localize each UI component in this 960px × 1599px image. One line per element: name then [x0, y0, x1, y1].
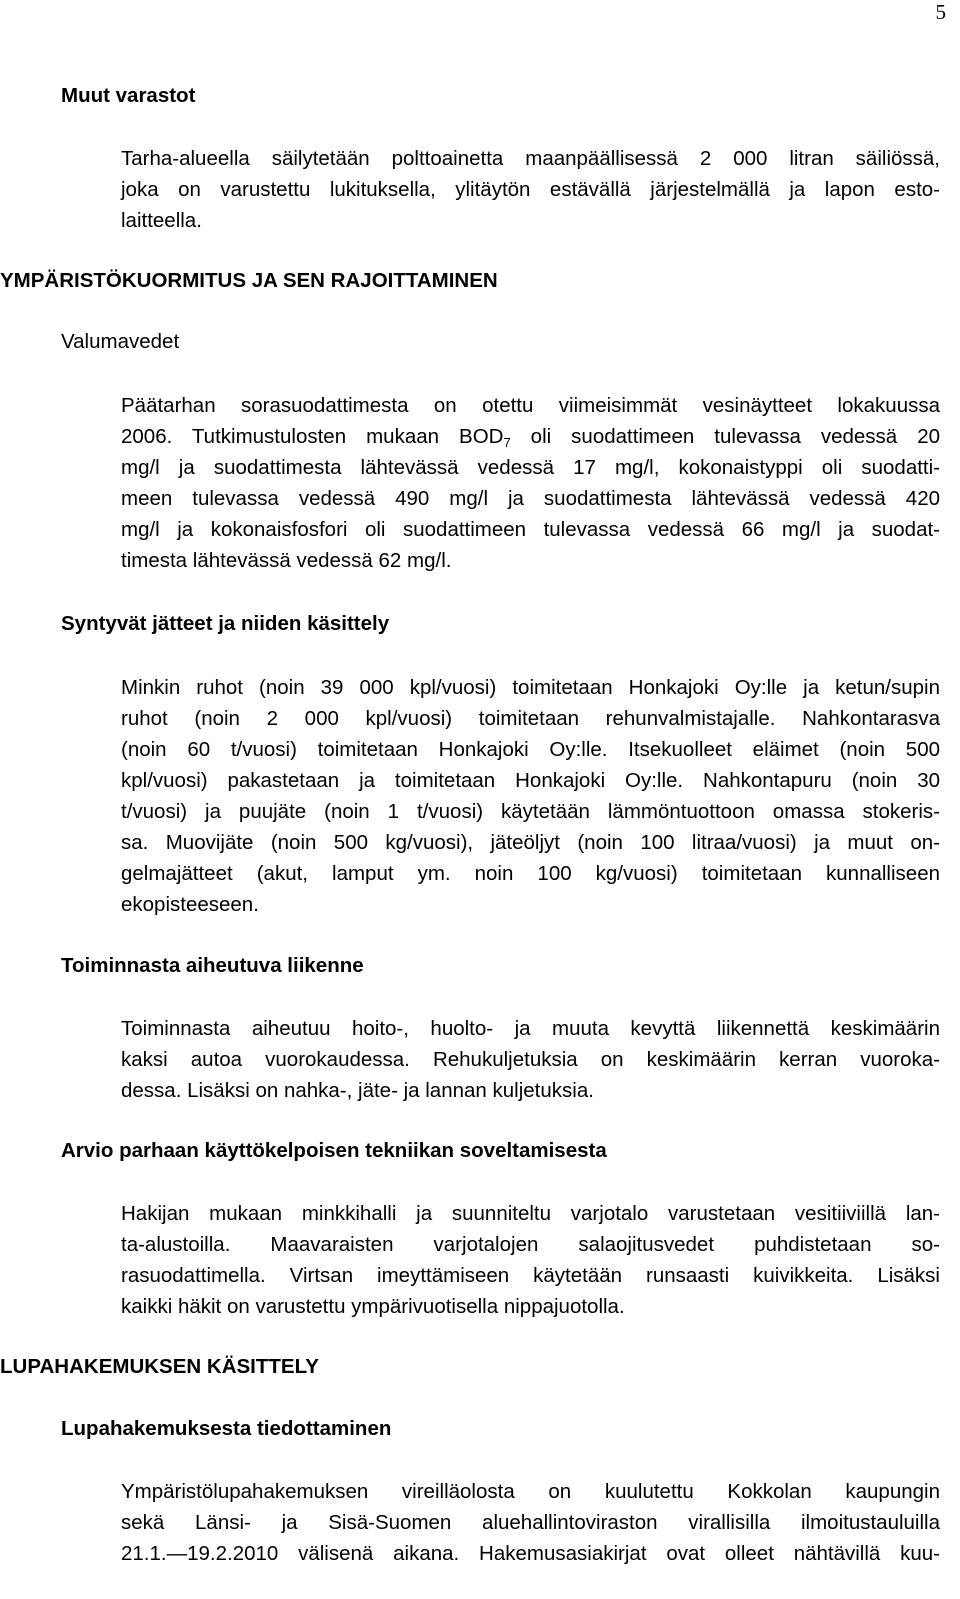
heading-liikenne: Toiminnasta aiheutuva liikenne	[61, 954, 364, 977]
heading-lupahakemus: LUPAHAKEMUKSEN KÄSITTELY	[0, 1355, 319, 1378]
paragraph-valumavedet	[121, 390, 940, 576]
text-line: meen tulevassa vedessä 490 mg/l ja suodattimesta lähtevässä vedessä 420	[121, 487, 940, 510]
text-line: Hakijan mukaan minkkihalli ja suunniteltu varjotalo varustetaan vesitiiviillä lan-	[121, 1202, 940, 1225]
text-line: timesta lähtevässä vedessä 62 mg/l.	[121, 549, 452, 572]
heading-tiedottaminen: Lupahakemuksesta tiedottaminen	[61, 1417, 392, 1440]
text-line: Päätarhan sorasuodattimesta on otettu viimeisimmät vesinäytteet lokakuussa	[121, 394, 940, 417]
text-line: sekä Länsi- ja Sisä-Suomen aluehallintoviraston virallisilla ilmoitustauluilla	[121, 1511, 940, 1534]
text-line: (noin 60 t/vuosi) toimitetaan Honkajoki Oy:lle. Itsekuolleet eläimet (noin 500	[121, 738, 940, 761]
heading-muut-varastot: Muut varastot	[61, 84, 196, 107]
paragraph-bat	[121, 1198, 940, 1322]
text-line: Tarha-alueella säilytetään polttoainetta maanpäällisessä 2 000 litran säiliössä,	[121, 147, 940, 170]
text-line: Toiminnasta aiheutuu hoito-, huolto- ja muuta kevyttä liikennettä keskimäärin	[121, 1017, 940, 1040]
heading-jatteet: Syntyvät jätteet ja niiden käsittely	[61, 612, 390, 635]
text-line: kpl/vuosi) pakastetaan ja toimitetaan Honkajoki Oy:lle. Nahkontapuru (noin 30	[121, 769, 940, 792]
page-number: 5	[935, 0, 946, 24]
paragraph-muut-varastot	[121, 143, 940, 236]
heading-ymparistokuormitus: YMPÄRISTÖKUORMITUS JA SEN RAJOITTAMINEN	[0, 269, 498, 292]
text-line: t/vuosi) ja puujäte (noin 1 t/vuosi) käytetään lämmöntuottoon omassa stokeris-	[121, 800, 940, 823]
text-line: ruhot (noin 2 000 kpl/vuosi) toimitetaan rehunvalmistajalle. Nahkontarasva	[121, 707, 940, 730]
text-line: dessa. Lisäksi on nahka-, jäte- ja lannan kuljetuksia.	[121, 1079, 594, 1102]
text-line: Ympäristölupahakemuksen vireilläolosta on kuulutettu Kokkolan kaupungin	[121, 1480, 940, 1503]
heading-bat: Arvio parhaan käyttökelpoisen tekniikan soveltamisesta	[61, 1139, 607, 1162]
text-line: joka on varustettu lukituksella, ylitäytön estävällä järjestelmällä ja lapon esto-	[121, 178, 940, 201]
paragraph-liikenne	[121, 1013, 940, 1106]
paragraph-tiedottaminen	[121, 1476, 940, 1569]
text-line: ta-alustoilla. Maavaraisten varjotalojen salaojitusvedet puhdistetaan so-	[121, 1233, 940, 1256]
text-line: laitteella.	[121, 209, 202, 232]
text-line: mg/l ja suodattimesta lähtevässä vedessä 17 mg/l, kokonaistyppi oli suodatti-	[121, 456, 940, 479]
text-fragment: oli suodattimeen tulevassa vedessä 20	[510, 425, 940, 448]
heading-valumavedet: Valumavedet	[61, 330, 180, 353]
text-line: 21.1.—19.2.2010 välisenä aikana. Hakemusasiakirjat ovat olleet nähtävillä kuu-	[121, 1542, 940, 1565]
subscript: 7	[503, 435, 511, 450]
text-line: ekopisteeseen.	[121, 893, 259, 916]
text-line-bod	[121, 421, 940, 452]
paragraph-jatteet	[121, 672, 940, 920]
text-fragment: 2006. Tutkimustulosten mukaan BOD	[121, 425, 504, 448]
text-line: Minkin ruhot (noin 39 000 kpl/vuosi) toimitetaan Honkajoki Oy:lle ja ketun/supin	[121, 676, 940, 699]
text-line: mg/l ja kokonaisfosfori oli suodattimeen tulevassa vedessä 66 mg/l ja suodat-	[121, 518, 940, 541]
text-line: kaksi autoa vuorokaudessa. Rehukuljetuksia on keskimäärin kerran vuoroka-	[121, 1048, 940, 1071]
text-line: rasuodattimella. Virtsan imeyttämiseen käytetään runsaasti kuivikkeita. Lisäksi	[121, 1264, 940, 1287]
text-line: gelmajätteet (akut, lamput ym. noin 100 kg/vuosi) toimitetaan kunnalliseen	[121, 862, 940, 885]
text-line: sa. Muovijäte (noin 500 kg/vuosi), jäteöljyt (noin 100 litraa/vuosi) ja muut on-	[121, 831, 940, 854]
text-line: kaikki häkit on varustettu ympärivuotisella nippajuotolla.	[121, 1295, 625, 1318]
